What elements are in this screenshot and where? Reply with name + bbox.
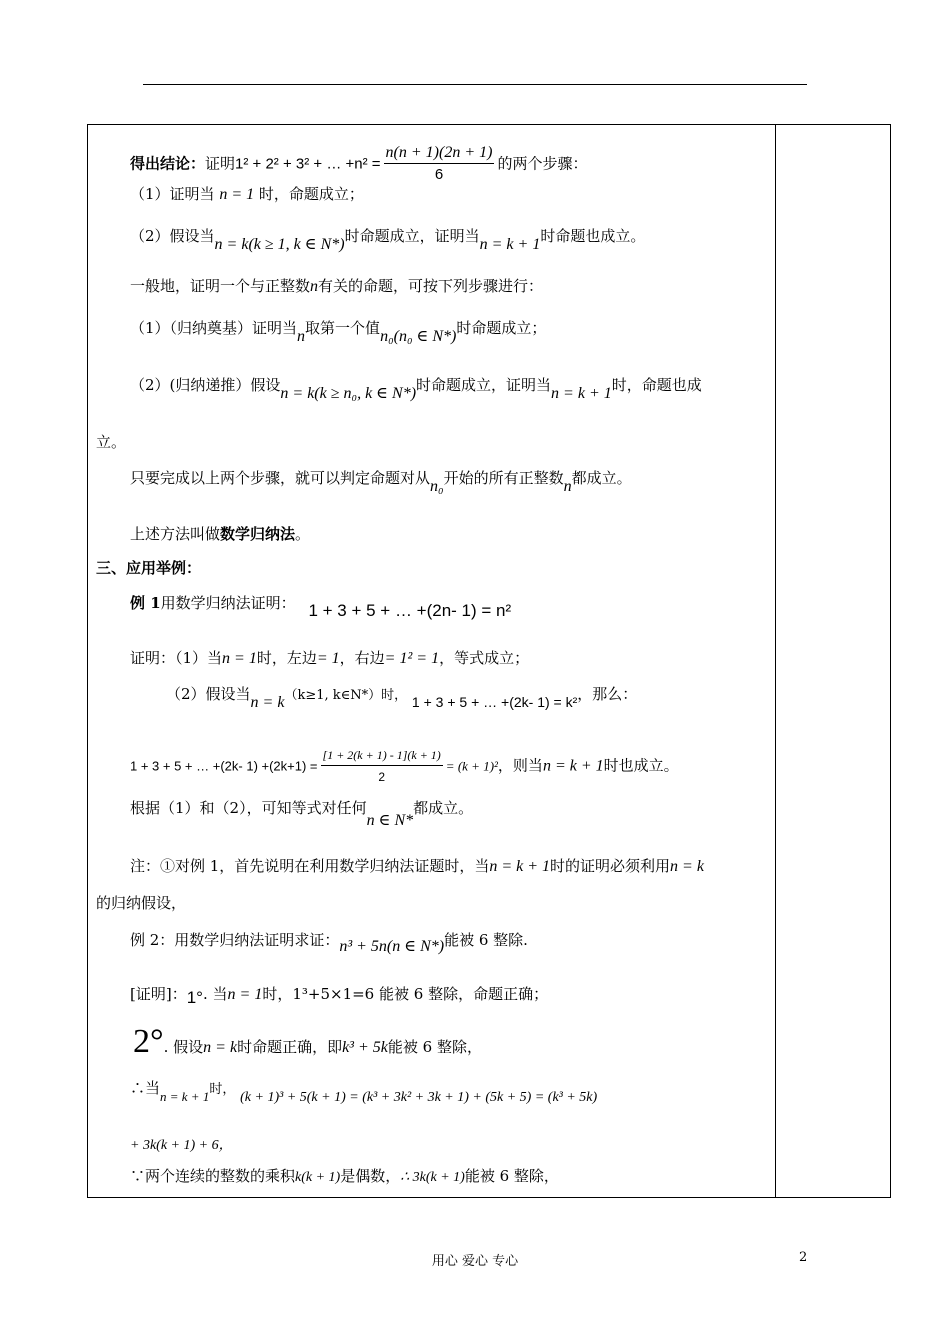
summary-line [130, 468, 632, 495]
text: 时命题也成立。 [540, 227, 646, 245]
math: n = k [670, 858, 704, 875]
math: n = 1 [227, 986, 263, 1003]
math: = 1² = 1 [384, 650, 440, 667]
text: 只要完成以上两个步骤，就可以判定命题对从 [130, 469, 431, 487]
math: ∴ 3k(k + 1) [400, 1170, 465, 1185]
text: . 假设 [163, 1038, 204, 1056]
proof-ex2-expand-line [130, 1078, 598, 1105]
footer-slogan [0, 1250, 950, 1269]
page-number [799, 1250, 807, 1265]
text: （1）（归纳奠基）证明当 [130, 319, 298, 337]
text: 有关的命题，可按下列步骤进行： [318, 277, 544, 295]
text: 时命题正确，即 [237, 1038, 343, 1056]
math: n [310, 278, 319, 295]
math: n = k + 1 [489, 858, 551, 875]
fraction-numerator: n(n + 1)(2n + 1) [384, 143, 495, 164]
fraction [384, 143, 495, 186]
conclusion-line [130, 143, 587, 186]
text: 开始的所有正整数 [443, 469, 564, 487]
method-name-line [130, 524, 310, 544]
math: n [297, 328, 306, 345]
text: 的两个步骤： [497, 154, 588, 173]
math: n = k + 1 [160, 1089, 210, 1104]
text: ，那么： [577, 685, 638, 703]
fraction [321, 745, 443, 788]
text: 是偶数， [340, 1167, 401, 1185]
header-rule [143, 84, 807, 85]
math: n = 1 [222, 650, 257, 667]
text: 例 2：用数学归纳法证明求证： [130, 931, 340, 949]
text: 能被 6 整除， [464, 1167, 559, 1185]
text: . 当 [202, 985, 228, 1003]
proof-3-line [130, 745, 679, 788]
footer-text: 用心 爱心 专心 [431, 1254, 519, 1269]
continuation-line [96, 432, 126, 452]
formula: 1 + 3 + 5 + … +(2k- 1) = k² [411, 694, 578, 710]
proof-ex2-parity-line [130, 1166, 559, 1188]
text: （k≥1, k∈N*）时， [284, 688, 408, 703]
math: n³ + 5n(n ∈ N*) [339, 938, 445, 955]
text: （2）假设当 [166, 685, 251, 703]
math: n₀(n₀ ∈ N*) [380, 328, 457, 345]
text: ∵两个连续的整数的乘积 [130, 1167, 296, 1185]
fraction-denominator: 2 [378, 770, 385, 784]
text: 取第一个值 [305, 319, 381, 337]
text: 立。 [96, 433, 127, 451]
math: n [563, 478, 572, 495]
math: n ∈ N* [366, 812, 414, 829]
text: 能被 6 整除. [444, 931, 528, 949]
text: ∴当 [130, 1079, 161, 1097]
text: 上述方法叫做 [130, 525, 221, 543]
section-heading [96, 558, 201, 578]
text: 时的证明必须利用 [550, 857, 671, 875]
proof-2-line [166, 684, 638, 711]
text: 时，命题成立； [258, 185, 364, 203]
math: n = k + 1 [551, 385, 612, 402]
text: 注：①对例 1，首先说明在利用数学归纳法证题时，当 [130, 857, 490, 875]
general-line [130, 276, 543, 297]
text: 根据（1）和（2），可知等式对任何 [130, 799, 367, 817]
proof-ex2-step-line [133, 1022, 482, 1068]
step-1-line [130, 184, 364, 205]
inductive-step-line [130, 375, 702, 402]
math: = 1 [316, 650, 340, 667]
text: 用数学归纳法证明： [160, 594, 296, 612]
section-title: 三、应用举例： [96, 559, 202, 577]
formula: 1 + 3 + 5 + … +(2k- 1) +(2k+1) = [130, 758, 318, 774]
proof-ex2-base-line [130, 984, 548, 1005]
text: 能被 6 整除， [387, 1038, 482, 1056]
text: 时命题成立，证明当 [344, 227, 480, 245]
math: n = k + 1 [542, 757, 604, 775]
text: 的归纳假设， [96, 894, 187, 912]
text: [证明]： [130, 985, 187, 1003]
math: n = k + 1 [479, 236, 541, 253]
math: n = k(k ≥ n₀, k ∈ N*) [280, 385, 417, 402]
formula: 1 + 3 + 5 + … +(2n- 1) = n² [308, 601, 512, 620]
text: 时，命题也成 [611, 376, 702, 394]
text: ，等式成立； [439, 649, 530, 667]
text: 时，1³+5×1=6 能被 6 整除，命题正确； [262, 985, 549, 1003]
note-continuation [96, 893, 186, 913]
conclusion-label: 得出结论： [130, 154, 206, 173]
text: ，右边 [339, 649, 385, 667]
text: 证明 [205, 154, 236, 173]
text: （1）证明当 [130, 185, 215, 203]
math: n = k [250, 694, 285, 711]
text: 都成立。 [571, 469, 632, 487]
math: n₀ [430, 478, 444, 495]
formula: + 3k(k + 1) + 6， [130, 1138, 233, 1153]
text: （2）(归纳递推）假设 [130, 376, 281, 394]
text: 时命题成立； [456, 319, 547, 337]
text: 一般地，证明一个与正整数 [130, 277, 311, 295]
step-marker: 1° [186, 988, 203, 1007]
math: n = k [203, 1039, 238, 1056]
math: = (k + 1)² [445, 758, 498, 774]
sum-formula: 1² + 2² + 3² + … +n² = [235, 155, 381, 173]
example-label: 例 1 [130, 594, 161, 612]
page-number-text: 2 [799, 1250, 808, 1265]
proof-ex2-expand-cont [130, 1134, 233, 1156]
note-line [130, 856, 704, 877]
text: 时，左边 [256, 649, 317, 667]
math: n = 1 [219, 186, 255, 203]
bold-term: 数学归纳法 [220, 525, 296, 543]
conclusion-1-line [130, 798, 474, 829]
text: ，则当 [497, 756, 543, 775]
step-2-line [130, 226, 646, 253]
text: 证明：（1）当 [130, 649, 223, 667]
text: 时命题成立，证明当 [416, 376, 552, 394]
base-step-line [130, 318, 547, 345]
math: k³ + 5k [342, 1039, 388, 1056]
example-2-line [130, 930, 528, 955]
fraction-numerator: [1 + 2(k + 1) - 1](k + 1) [321, 745, 443, 766]
text: 都成立。 [413, 799, 474, 817]
text: （2）假设当 [130, 227, 215, 245]
formula: (k + 1)³ + 5(k + 1) = (k³ + 3k² + 3k + 1) + (5k + 5) = (k³ + 5k) [240, 1090, 598, 1105]
text: 时也成立。 [603, 756, 679, 775]
math: k(k + 1) [295, 1170, 341, 1185]
table-column-divider [775, 124, 776, 1198]
text: 。 [295, 525, 311, 543]
fraction-denominator: 6 [434, 166, 444, 183]
math: n = k(k ≥ 1, k ∈ N*) [214, 236, 345, 253]
example-1-line [130, 593, 512, 620]
step-marker: 2° [133, 1023, 164, 1060]
proof-1-line [130, 648, 529, 669]
text: 时， [209, 1082, 236, 1097]
